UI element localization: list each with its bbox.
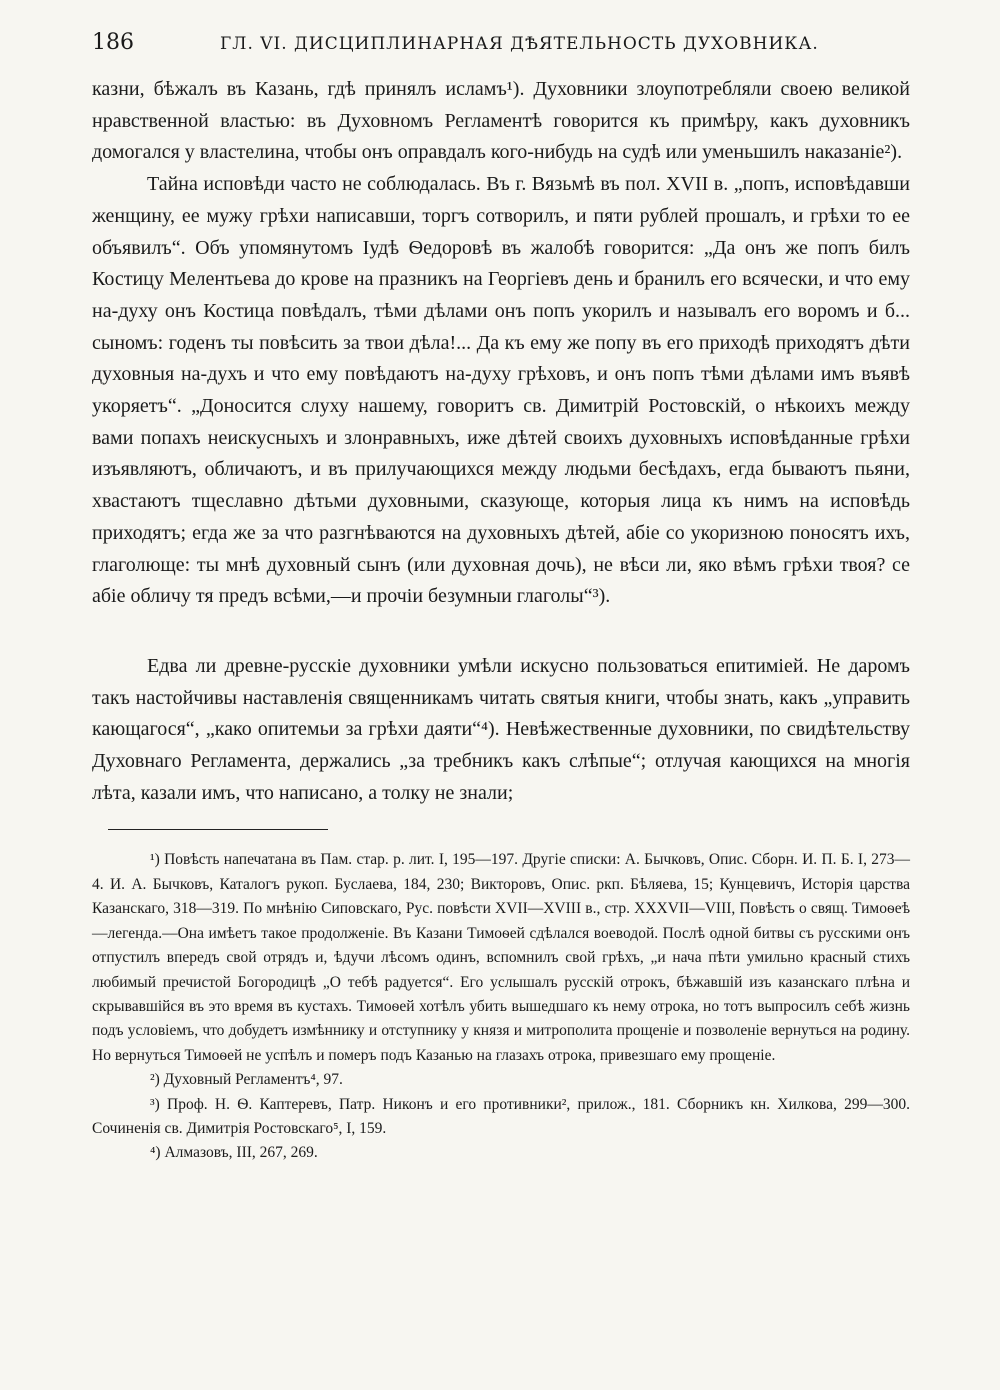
running-head: ГЛ. VI. ДИСЦИПЛИНАРНАЯ ДѢЯТЕЛЬНОСТЬ ДУХОВНИКА. — [220, 34, 819, 54]
page-header — [92, 30, 910, 74]
paragraph-3: Едва ли древне-русскіе духовники умѣли искусно пользоваться епитиміей. Не даромъ такъ настойчивы наставленія священникамъ читать святыя книги, чтобы знать, какъ „управить кающагося“, „како опитемьи за грѣхи даяти“⁴). Невѣжественные духовники, по свидѣтельству Духовнаго Регламента, держались „за требникъ какъ слѣпые“; отлучая кающихся на многія лѣта, казали имъ, что написано, а толку не знали; — [92, 654, 910, 804]
footnotes — [92, 848, 910, 1165]
paragraph-1: казни, бѣжалъ въ Казань, гдѣ принялъ исламъ¹). Духовники злоупотребляли своею великой нравственной властью: въ Духовномъ Регламентѣ говорится къ примѣру, какъ духовникъ домогался у властелина, чтобы онъ оправдалъ кого-нибудь на судѣ или уменьшилъ наказаніе²). — [92, 78, 910, 164]
main-text — [92, 74, 910, 809]
footnote-4: ⁴) Алмазовъ, III, 267, 269. — [150, 1144, 318, 1162]
footnote-3: ³) Проф. Н. Ѳ. Каптеревъ, Патр. Никонъ и его противники², прилож., 181. Сборникъ кн. Хилкова, 299—300. Сочиненія св. Димитрія Ростовскаго⁵, I, 159. — [92, 1095, 910, 1137]
footnote-rule — [108, 829, 328, 830]
footnote-2: ²) Духовный Регламентъ⁴, 97. — [150, 1071, 343, 1089]
section-gap — [92, 613, 910, 651]
paragraph-2: Тайна исповѣди часто не соблюдалась. Въ г. Вязьмѣ въ пол. XVII в. „попъ, исповѣдавши женщину, ее мужу грѣхи написавши, торгъ сотворилъ, и пяти рублей прошалъ, и грѣхи то ее объявилъ“. Объ упомянутомъ Іудѣ Ѳедоровѣ въ жалобѣ говорится: „Да онъ же попъ билъ Костицу Мелентьева до крове на празникъ на Георгіевъ день и бранилъ его всячески, и что ему на-духу онъ Костица повѣдалъ, тѣми дѣлами онъ попъ укорилъ и называлъ его воромъ и б... сыномъ: годенъ ты повѣсить за твои дѣла!... Да къ ему же попу въ его приходѣ приходятъ дѣти духовныя на-духъ и что ему повѣдаютъ на-духу грѣховъ, и онъ попъ тѣми дѣлами имъ въявѣ укоряетъ“. „Доносится слуху нашему, говоритъ св. Димитрій Ростовскій, о нѣкоихъ между вами попахъ неискусныхъ и злонравныхъ, иже дѣтей своихъ духовныхъ исповѣданные грѣхи изъявляютъ, обличаютъ, и въ прилучающихся между людьми бесѣдахъ, егда бываютъ пьяни, хвастаютъ тщеславно дѣтьми духовными, сказующе, которыя лица къ нимъ на исповѣдь приходятъ; егда же за что разгнѣваются на духовныхъ дѣтей, абіе со укоризною поносятъ ихъ, глаголюще: ты мнѣ духовный сынъ (или духовная дочь), не вѣси ли, яко вѣмъ грѣхи твоя? се абіе обличу тя предъ всѣми,—и прочіи безумныи глаголы“³). — [92, 173, 910, 608]
footnote-1: ¹) Повѣсть напечатана въ Пам. стар. р. лит. I, 195—197. Другіе списки: А. Бычковъ, Опис. Сборн. И. П. Б. I, 273—4. И. А. Бычковъ, Каталогъ рукоп. Буслаева, 184, 230; Викторовъ, Опис. ркп. Бѣляева, 15; Кунцевичъ, Исторія царства Казанскаго, 318—319. По мнѣнію Сиповскаго, Рус. повѣсти XVII—XVIII в., стр. XXXVII—VIII, Повѣсть о свящ. Тимоѳеѣ—легенда.—Она имѣетъ такое продолженіе. Въ Казани Тимоѳей сдѣлался воеводой. Послѣ одной битвы съ русскими онъ отпустилъ впередъ свой отрядъ и, ѣдучи лѣсомъ одинъ, вспомнилъ свой грѣхъ, „и нача пѣти умильно красный стихъ любимый пречистой Богородицѣ „О тебѣ радуется“. Его услышалъ русскій отрокъ, бѣжавшій изъ казанскаго плѣна и скрывавшійся въ это время въ кустахъ. Тимоѳей хотѣлъ убить вышедшаго къ нему отрока, но тотъ выпросилъ себѣ жизнь подъ условіемъ, что добудетъ измѣннику и отступнику у князя и митрополита прощеніе и позволеніе вернуться на родину. Но вернуться Тимоѳей не успѣлъ и померъ подъ Казанью на глазахъ отрока, привезшаго ему прощеніе. — [92, 851, 910, 1064]
page-number: 186 — [92, 30, 134, 55]
